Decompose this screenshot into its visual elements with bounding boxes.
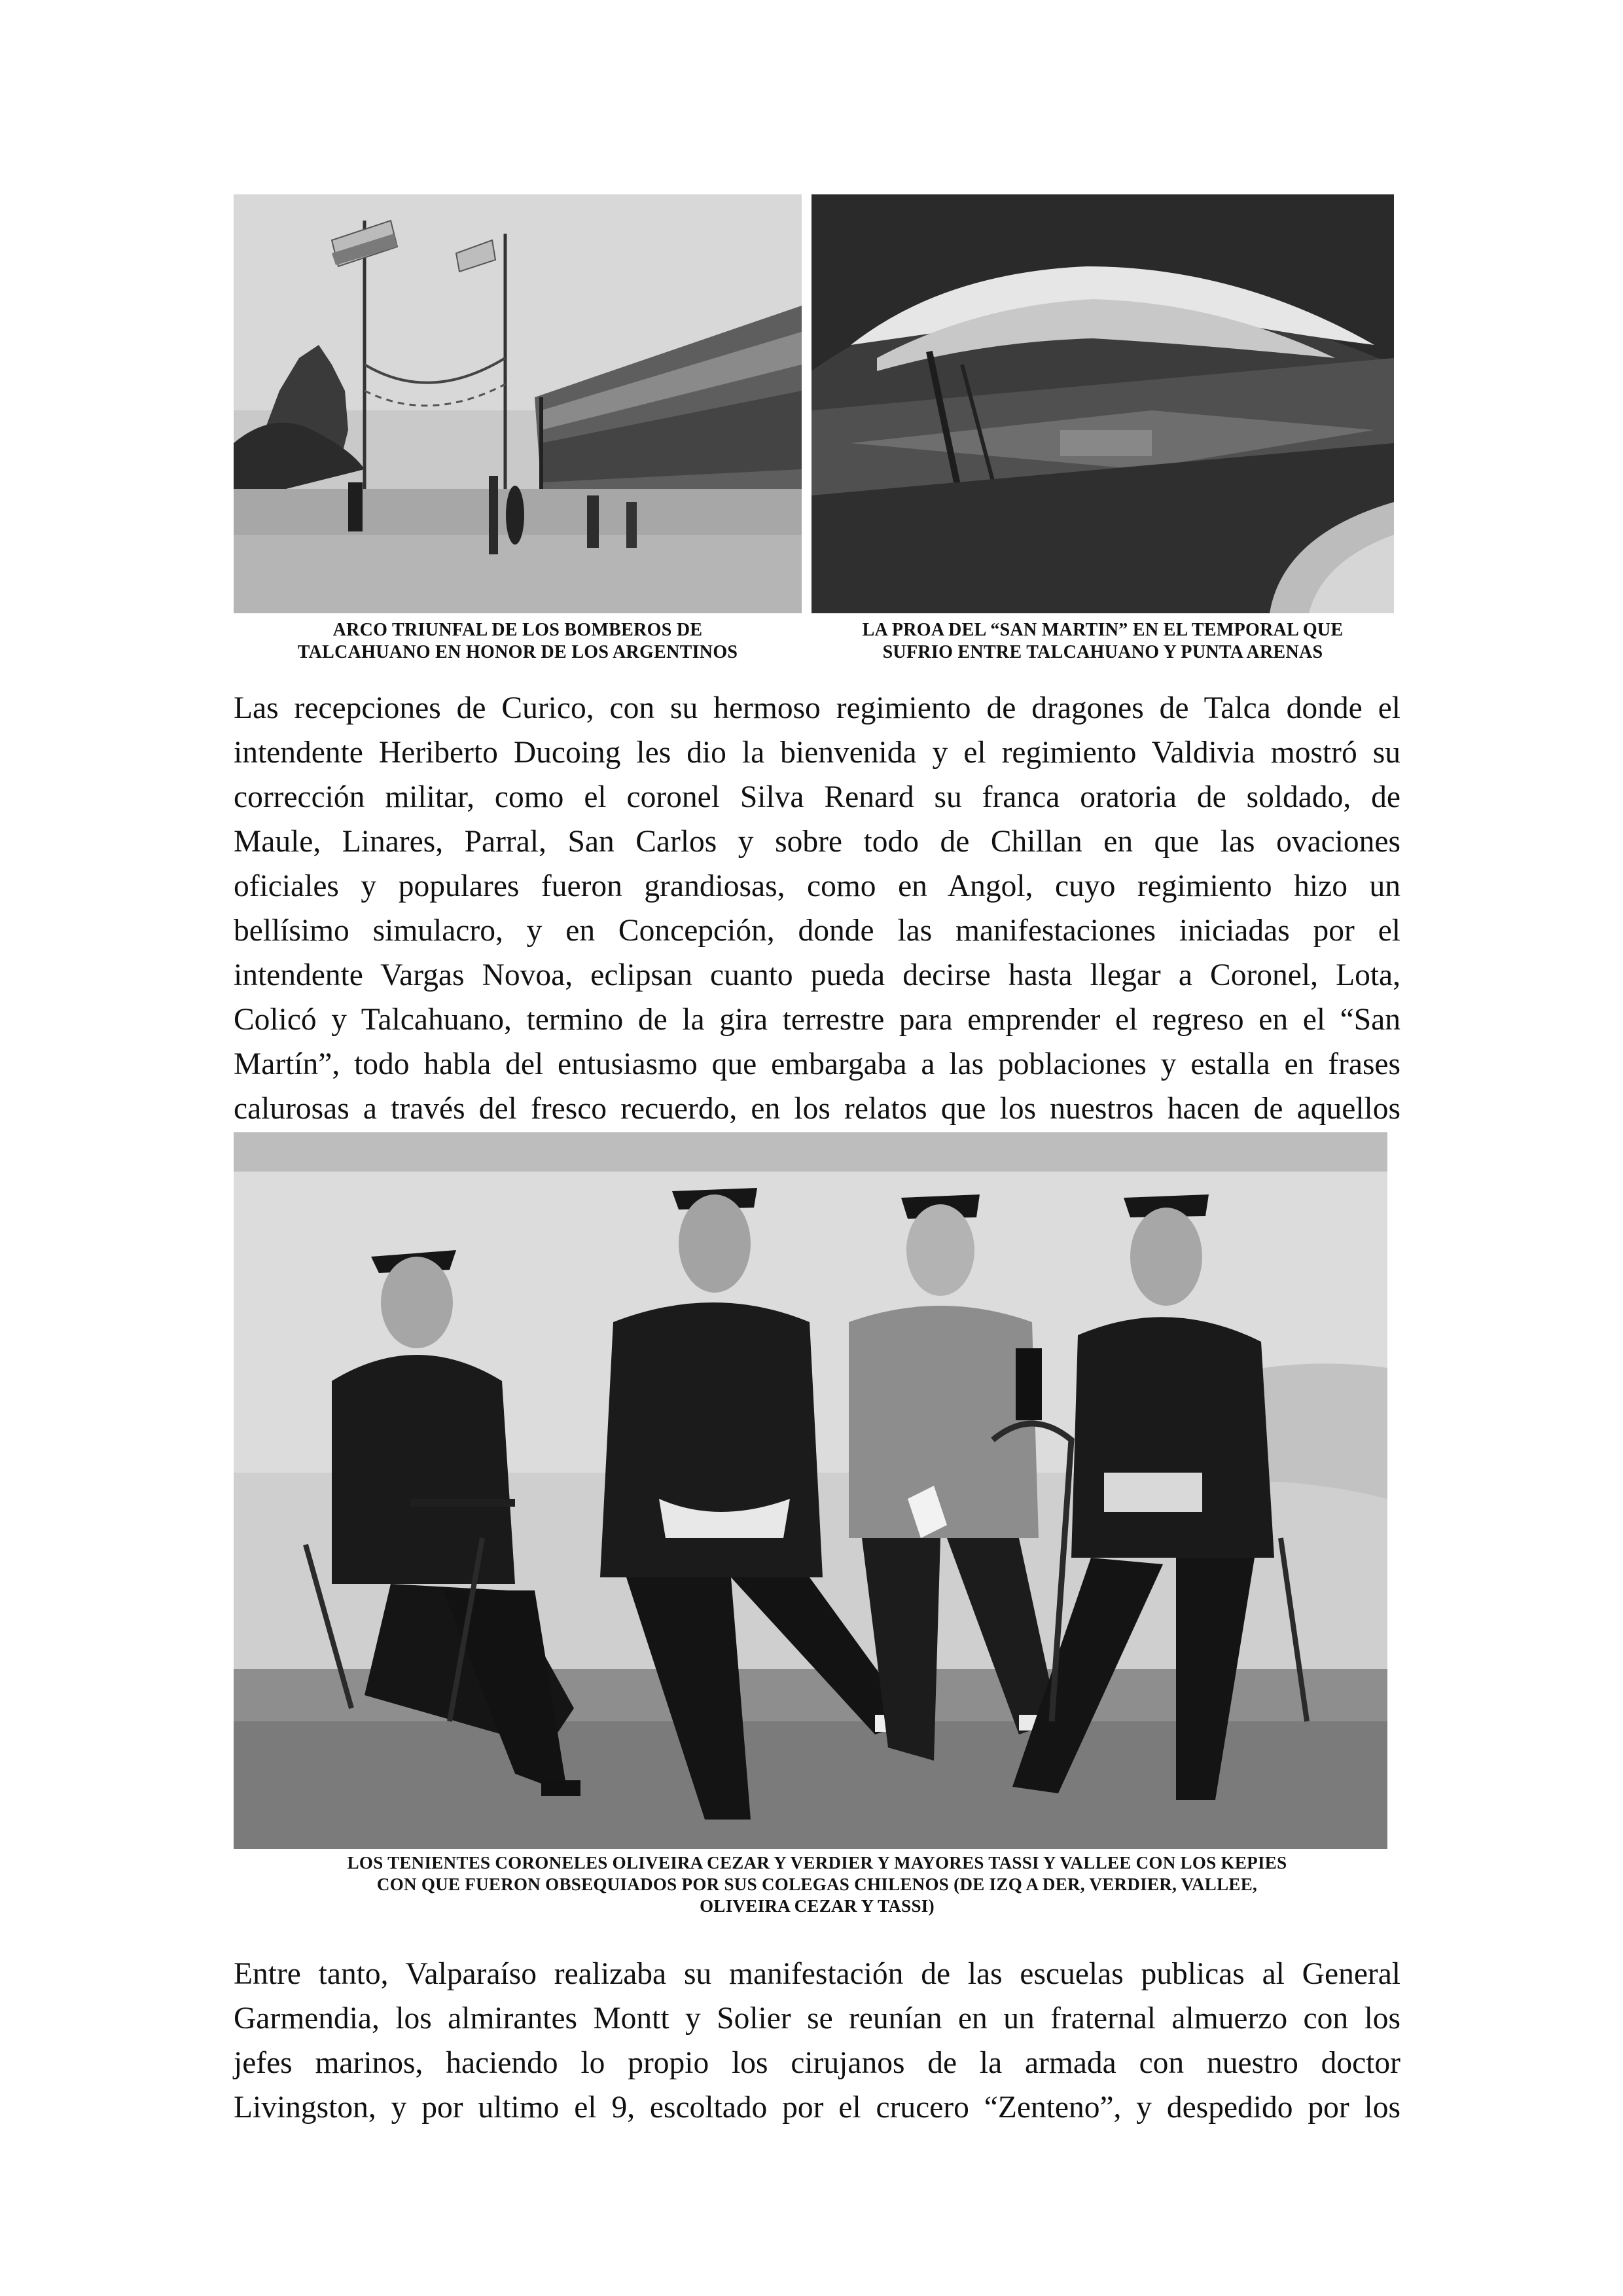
caption-line: CON QUE FUERON OBSEQUIADOS POR SUS COLEGAS CHILENOS (DE IZQ A DER, VERDIER, VALLEE, <box>376 1874 1258 1894</box>
photo-cuatro-oficiales <box>234 1132 1387 1849</box>
text-line: Colicó y Talcahuano, termino de la gira terrestre para emprender el regreso en el “San <box>234 1003 1400 1037</box>
caption-line: LOS TENIENTES CORONELES OLIVEIRA CEZAR Y VERDIER Y MAYORES TASSI Y VALLEE CON LOS KEPIES <box>347 1853 1287 1873</box>
text-line: Entre tanto, Valparaíso realizaba su manifestación de las escuelas publicas al General <box>234 1957 1400 1991</box>
caption-line: LA PROA DEL “SAN MARTIN” EN EL TEMPORAL QUE <box>862 620 1344 640</box>
cuatro-oficiales-image <box>234 1132 1387 1849</box>
text-line: intendente Vargas Novoa, eclipsan cuanto pueda decirse hasta llegar a Coronel, Lota, <box>234 958 1400 992</box>
caption-line: SUFRIO ENTRE TALCAHUANO Y PUNTA ARENAS <box>882 642 1323 662</box>
text-line: corrección militar, como el coronel Silva Renard su franca oratoria de soldado, de <box>234 780 1400 814</box>
text-line: Maule, Linares, Parral, San Carlos y sobre todo de Chillan en que las ovaciones <box>234 825 1400 859</box>
photo-arco-triunfal <box>234 194 802 613</box>
text-line: Las recepciones de Curico, con su hermoso regimiento de dragones de Talca donde el <box>234 691 1400 725</box>
text-line: oficiales y populares fueron grandiosas, como en Angol, cuyo regimiento hizo un <box>234 869 1400 903</box>
photo-proa-san-martin <box>812 194 1394 613</box>
text-line: calurosas a través del fresco recuerdo, en los relatos que los nuestros hacen de aquellos <box>234 1092 1400 1126</box>
text-line: intendente Heriberto Ducoing les dio la bienvenida y el regimiento Valdivia mostró su <box>234 736 1400 770</box>
caption-proa-san-martin <box>812 619 1394 664</box>
arco-triunfal-image <box>234 194 802 613</box>
caption-line: OLIVEIRA CEZAR Y TASSI) <box>700 1896 935 1916</box>
proa-san-martin-image <box>812 194 1394 613</box>
text-line: jefes marinos, haciendo lo propio los cirujanos de la armada con nuestro doctor <box>234 2046 1400 2080</box>
caption-arco-triunfal <box>234 619 802 664</box>
caption-line: ARCO TRIUNFAL DE LOS BOMBEROS DE <box>332 620 703 640</box>
text-line: Martín”, todo habla del entusiasmo que embargaba a las poblaciones y estalla en frases <box>234 1047 1400 1081</box>
caption-cuatro-oficiales <box>234 1852 1400 1917</box>
text-line: Garmendia, los almirantes Montt y Solier se reunían en un fraternal almuerzo con los <box>234 2001 1400 2036</box>
text-line: bellísimo simulacro, y en Concepción, donde las manifestaciones iniciadas por el <box>234 914 1400 948</box>
text-line: Livingston, y por ultimo el 9, escoltado por el crucero “Zenteno”, y despedido por los <box>234 2090 1400 2125</box>
paragraph-valparaiso <box>234 1952 1400 2130</box>
caption-line: TALCAHUANO EN HONOR DE LOS ARGENTINOS <box>297 642 738 662</box>
paragraph-recepciones <box>234 686 1400 1175</box>
